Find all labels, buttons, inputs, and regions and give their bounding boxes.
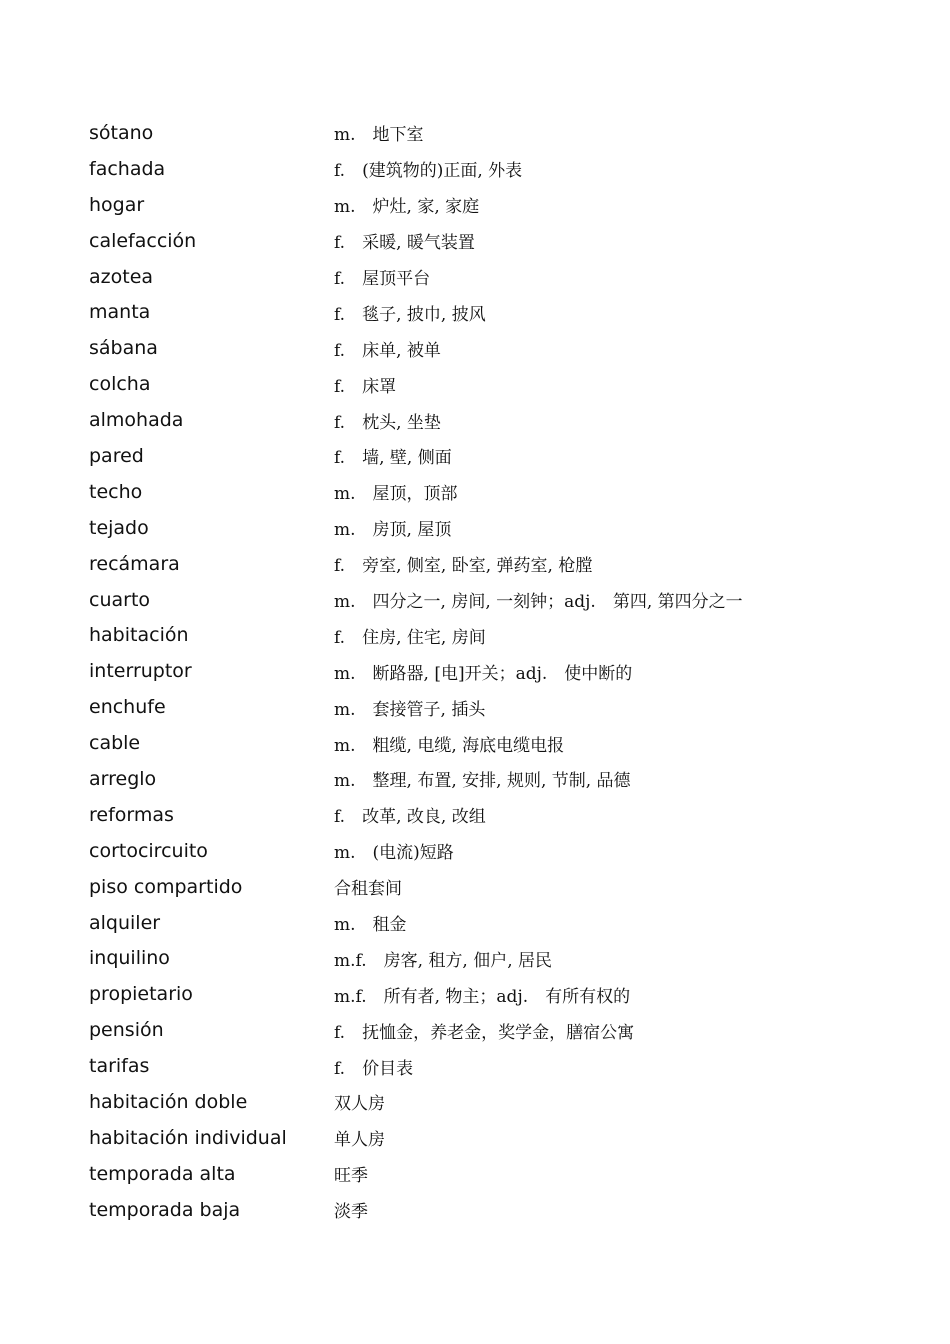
vocab-definition: f. 屋顶平台 [334, 269, 431, 289]
vocab-term: alquiler [89, 911, 161, 934]
vocab-row [89, 1084, 869, 1120]
vocab-definition: f. 毯子, 披巾, 披风 [334, 304, 486, 325]
vocab-row [89, 510, 869, 546]
vocab-definition: f. 改革, 改良, 改组 [334, 807, 486, 828]
vocab-term: habitación [89, 624, 189, 647]
vocab-row [89, 151, 869, 187]
vocab-term: piso compartido [89, 875, 243, 898]
vocab-definition: f. 抚恤金，养老金，奖学金，膳宿公寓 [334, 1022, 635, 1043]
vocab-row [89, 833, 869, 869]
vocab-definition: m.f. 所有者, 物主；adj. 有所有权的 [334, 986, 631, 1007]
vocab-term: enchufe [89, 696, 166, 719]
vocab-definition: m. (电流)短路 [334, 843, 454, 864]
vocab-definition: m. 套接管子, 插头 [334, 699, 486, 720]
vocab-row [89, 438, 869, 474]
vocab-term: tejado [89, 516, 149, 539]
vocab-definition: m. 粗缆, 电缆, 海底电缆电报 [334, 735, 565, 756]
vocab-row [89, 474, 869, 510]
vocab-definition: m. 断路器, [电]开关；adj. 使中断的 [334, 663, 633, 684]
vocab-row [89, 976, 869, 1012]
vocab-definition: f. 墙, 壁, 侧面 [334, 448, 452, 469]
vocab-row [89, 259, 869, 295]
vocab-definition: f. (建筑物的)正面, 外表 [334, 161, 523, 182]
vocab-row [89, 330, 869, 366]
vocab-row [89, 617, 869, 653]
vocab-definition: f. 价目表 [334, 1058, 414, 1079]
vocab-term: arreglo [89, 767, 157, 790]
vocab-definition: m. 地下室 [334, 125, 424, 146]
vocab-term: techo [89, 480, 143, 503]
vocab-term: pared [89, 444, 144, 467]
vocab-row [89, 653, 869, 689]
vocab-definition: 旺季 [334, 1166, 368, 1187]
vocab-definition: f. 采暖, 暖气装置 [334, 233, 475, 254]
vocab-definition: m. 整理, 布置, 安排, 规则, 节制, 品德 [334, 771, 631, 792]
vocab-term: pensión [89, 1019, 164, 1042]
vocab-row [89, 546, 869, 582]
vocab-definition: m. 四分之一, 房间, 一刻钟；adj. 第四, 第四分之一 [334, 592, 743, 613]
vocab-row [89, 797, 869, 833]
vocab-term: colcha [89, 373, 151, 396]
vocab-term: hogar [89, 193, 145, 216]
vocab-term: cortocircuito [89, 839, 208, 862]
vocab-term: manta [89, 301, 151, 324]
vocab-row [89, 1120, 869, 1156]
vocab-row [89, 1192, 869, 1228]
vocab-row [89, 402, 869, 438]
vocab-term: propietario [89, 983, 193, 1006]
vocab-term: sábana [89, 337, 158, 360]
vocab-row [89, 115, 869, 151]
vocab-definition: f. 床单, 被单 [334, 340, 441, 361]
vocab-definition: m. 炉灶, 家, 家庭 [334, 197, 480, 218]
vocab-row [89, 187, 869, 223]
vocab-definition: 淡季 [334, 1202, 368, 1223]
vocab-row [89, 725, 869, 761]
vocab-row [89, 940, 869, 976]
vocab-term: temporada alta [89, 1162, 236, 1185]
vocab-term: cable [89, 732, 141, 755]
vocab-term: reformas [89, 803, 174, 826]
vocab-definition: f. 住房, 住宅, 房间 [334, 627, 486, 648]
vocab-row [89, 582, 869, 618]
vocab-row [89, 905, 869, 941]
vocab-definition: m. 房顶, 屋顶 [334, 520, 452, 541]
vocab-definition: 单人房 [334, 1130, 385, 1151]
vocab-row [89, 1012, 869, 1048]
vocab-term: tarifas [89, 1055, 150, 1078]
vocabulary-list [89, 115, 869, 1228]
vocab-term: inquilino [89, 947, 170, 970]
vocab-row [89, 689, 869, 725]
vocab-definition: f. 枕头, 坐垫 [334, 412, 441, 433]
vocab-definition: f. 床罩 [334, 376, 397, 397]
vocab-term: temporada baja [89, 1198, 241, 1221]
vocab-definition: m.f. 房客, 租方, 佃户, 居民 [334, 950, 553, 971]
vocab-term: almohada [89, 409, 184, 432]
vocab-definition: m. 租金 [334, 915, 407, 936]
vocab-term: fachada [89, 157, 166, 180]
vocab-term: interruptor [89, 660, 192, 683]
vocab-row [89, 366, 869, 402]
vocab-term: sótano [89, 121, 154, 144]
vocab-definition: m. 屋顶，顶部 [334, 484, 458, 505]
vocab-term: habitación individual [89, 1126, 287, 1149]
vocab-definition: 双人房 [334, 1094, 385, 1115]
vocab-row [89, 869, 869, 905]
vocab-term: habitación doble [89, 1090, 248, 1113]
vocab-row [89, 1048, 869, 1084]
vocab-term: calefacción [89, 229, 197, 252]
vocab-definition: 合租套间 [334, 879, 402, 900]
vocab-row [89, 1156, 869, 1192]
vocab-term: azotea [89, 265, 154, 288]
vocab-term: cuarto [89, 588, 151, 611]
vocab-row [89, 761, 869, 797]
vocab-row [89, 223, 869, 259]
vocab-row [89, 294, 869, 330]
vocab-term: recámara [89, 552, 180, 575]
vocab-definition: f. 旁室, 侧室, 卧室, 弹药室, 枪膛 [334, 556, 593, 577]
